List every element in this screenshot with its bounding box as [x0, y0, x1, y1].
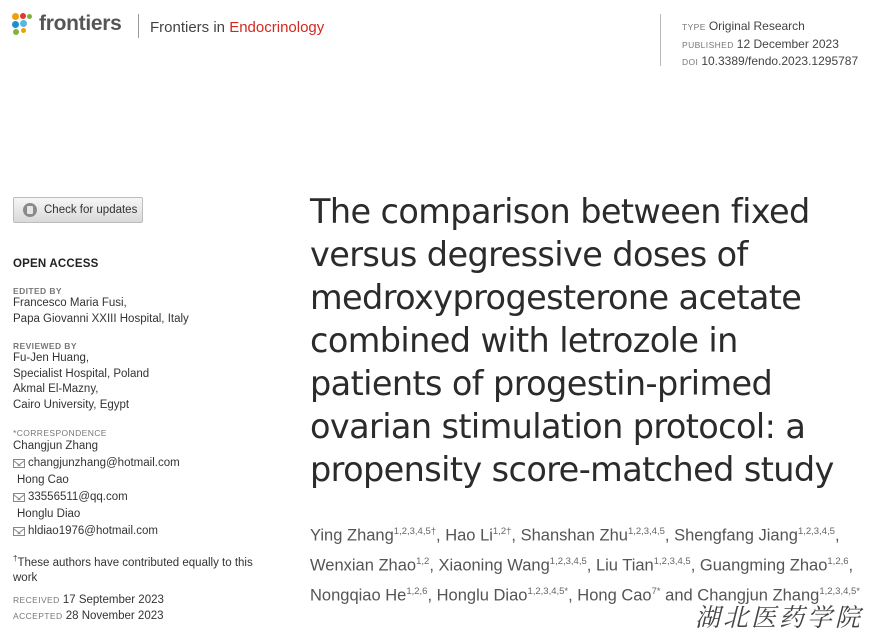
journal-accent: Endocrinology	[229, 19, 325, 36]
accepted-label: ACCEPTED	[13, 611, 63, 621]
check-for-updates-button[interactable]	[13, 197, 143, 223]
author-affiliation-sup: 1,2,6	[406, 586, 428, 597]
frontiers-logo[interactable]	[12, 12, 121, 36]
author-affiliation-sup: 1,2†	[492, 526, 512, 537]
journal-prefix: Frontiers in	[150, 19, 230, 36]
dagger-mark: †	[13, 554, 18, 563]
reviewer2-name: Akmal El-Mazny,	[13, 383, 99, 395]
type-label: TYPE	[682, 22, 706, 32]
author-separator: and	[660, 586, 698, 605]
corr2-name: Hong Cao	[17, 474, 69, 486]
author-name[interactable]: Liu Tian	[595, 556, 654, 575]
reviewer2-affiliation: Cairo University, Egypt	[13, 398, 130, 411]
accepted-value: 28 November 2023	[65, 610, 164, 622]
edited-by-label: EDITED BY	[13, 286, 62, 296]
brand-name: frontiers	[39, 12, 122, 35]
correspondence-label: *CORRESPONDENCE	[13, 428, 107, 438]
corr2-email[interactable]: 33556511@qq.com	[28, 491, 128, 503]
accepted-row	[13, 608, 164, 624]
author-name[interactable]: Shengfang Jiang	[674, 526, 798, 545]
type-row	[682, 18, 858, 36]
header-divider	[138, 14, 139, 38]
reviewed-by-section	[13, 341, 149, 413]
received-label: RECEIVED	[13, 595, 60, 605]
equal-note-text: These authors have contributed equally to this work	[13, 556, 253, 585]
doi-row	[682, 53, 858, 71]
meta-divider	[660, 14, 661, 66]
institution-watermark: 湖北医药学院	[695, 603, 864, 632]
author-affiliation-sup: 1,2,3,4,5*	[819, 586, 860, 597]
doi-value[interactable]: 10.3389/fendo.2023.1295787	[701, 54, 859, 69]
edited-by-section	[13, 286, 189, 327]
corr1-name: Changjun Zhang	[13, 440, 99, 452]
author-name[interactable]: Honglu Diao	[436, 586, 528, 605]
open-access-label: OPEN ACCESS	[13, 258, 99, 270]
corr3-email-row[interactable]	[13, 523, 180, 540]
mail-icon	[13, 493, 25, 502]
author-affiliation-sup: 1,2	[416, 556, 430, 567]
mail-icon	[13, 459, 25, 468]
author-list	[310, 519, 865, 609]
published-label: PUBLISHED	[682, 39, 734, 50]
check-for-updates-label: Check for updates	[44, 204, 138, 216]
author-separator: ,	[690, 556, 700, 575]
corr1-email-row[interactable]	[13, 455, 180, 472]
published-value: 12 December 2023	[736, 36, 839, 51]
author-affiliation-sup: 7*	[651, 586, 661, 597]
author-separator: ,	[511, 526, 521, 545]
author-affiliation-sup: 1,2,3,4,5	[653, 556, 691, 567]
author-name[interactable]: Nongqiao He	[310, 586, 407, 605]
author-separator: ,	[568, 586, 578, 605]
type-value: Original Research	[708, 19, 805, 33]
corr3-name: Honglu Diao	[17, 508, 81, 520]
author-affiliation-sup: 1,2,6	[827, 556, 849, 567]
author-affiliation-sup: 1,2,3,4,5†	[393, 526, 437, 537]
author-separator: ,	[664, 526, 675, 545]
received-value: 17 September 2023	[62, 594, 164, 606]
author-separator: ,	[848, 556, 854, 575]
author-separator: ,	[586, 556, 596, 575]
frontiers-logo-icon	[12, 13, 34, 35]
corr3-email[interactable]: hldiao1976@hotmail.com	[28, 525, 158, 537]
article-meta	[682, 18, 858, 71]
author-name[interactable]: Hao Li	[445, 526, 493, 545]
author-affiliation-sup: 1,2,3,4,5	[627, 526, 665, 537]
published-row	[682, 36, 858, 54]
author-separator: ,	[429, 556, 439, 575]
reviewed-by-label: REVIEWED BY	[13, 341, 77, 351]
author-name[interactable]: Xiaoning Wang	[438, 556, 550, 575]
equal-contribution-note	[13, 551, 253, 587]
author-name[interactable]: Wenxian Zhao	[310, 556, 417, 575]
author-affiliation-sup: 1,2,3,4,5*	[527, 586, 569, 597]
mail-icon	[13, 527, 25, 536]
reviewer1-affiliation: Specialist Hospital, Poland	[13, 367, 150, 380]
corr1-email[interactable]: changjunzhang@hotmail.com	[28, 457, 180, 469]
author-separator: ,	[436, 526, 446, 545]
reviewer1-name: Fu-Jen Huang,	[13, 352, 90, 364]
author-name[interactable]: Guangming Zhao	[699, 556, 828, 575]
editor-affiliation: Papa Giovanni XXIII Hospital, Italy	[13, 312, 189, 325]
author-separator: ,	[834, 526, 840, 545]
author-name[interactable]: Ying Zhang	[310, 526, 394, 545]
article-title: The comparison between fixed versus degressive doses of medroxyprogesterone acetate combined with letrozole in patients of progestin-primed ovarian stimulation protocol: a propensity score-matched study	[310, 192, 834, 489]
dates-section	[13, 592, 164, 624]
doi-label: DOI	[682, 57, 699, 68]
author-separator: ,	[427, 586, 437, 605]
correspondence-section	[13, 428, 180, 540]
author-name[interactable]: Hong Cao	[577, 586, 652, 605]
bookmark-icon	[23, 203, 37, 217]
corr2-email-row[interactable]	[13, 489, 180, 506]
editor-name: Francesco Maria Fusi,	[13, 297, 127, 309]
author-name[interactable]: Shanshan Zhu	[520, 526, 628, 545]
author-affiliation-sup: 1,2,3,4,5	[549, 556, 587, 567]
journal-name[interactable]	[150, 19, 324, 36]
received-row	[13, 592, 164, 608]
author-name[interactable]: Changjun Zhang	[697, 586, 820, 605]
author-affiliation-sup: 1,2,3,4,5	[797, 526, 835, 537]
